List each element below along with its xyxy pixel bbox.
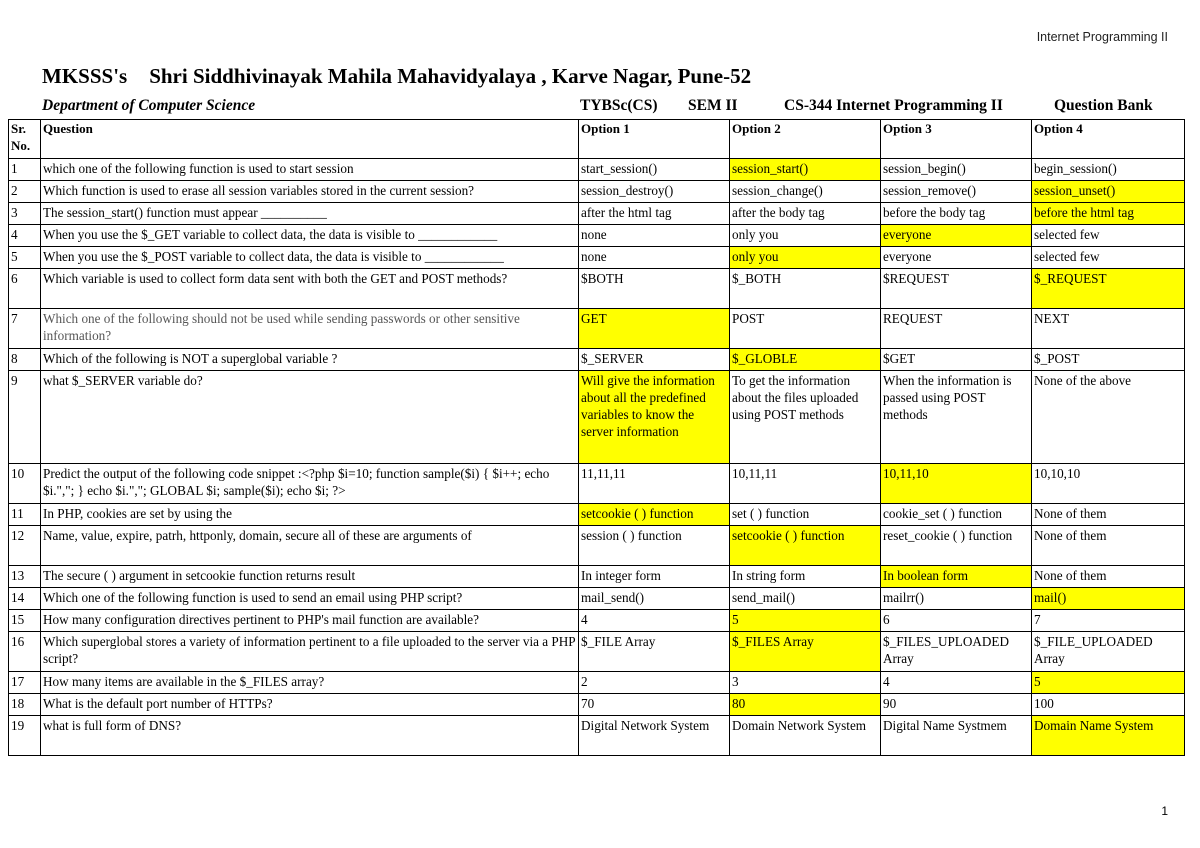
option-3-cell: In boolean form bbox=[881, 566, 1032, 588]
option-3-cell: everyone bbox=[881, 247, 1032, 269]
option-1-cell: $_FILE Array bbox=[579, 632, 730, 672]
option-1-cell: 4 bbox=[579, 610, 730, 632]
option-4-cell: 7 bbox=[1032, 610, 1185, 632]
option-3-cell: session_begin() bbox=[881, 159, 1032, 181]
question-cell: Which superglobal stores a variety of information pertinent to a file uploaded to the server via a PHP script? bbox=[41, 632, 579, 672]
sr-no-cell: 5 bbox=[9, 247, 41, 269]
option-4-cell: 5 bbox=[1032, 672, 1185, 694]
question-cell: what is full form of DNS? bbox=[41, 716, 579, 756]
college-name: Shri Siddhivinayak Mahila Mahavidyalaya , Karve Nagar, Pune-52 bbox=[149, 64, 752, 88]
table-row bbox=[9, 566, 1185, 588]
option-2-cell: $_GLOBLE bbox=[730, 349, 881, 371]
option-2-cell: 5 bbox=[730, 610, 881, 632]
sr-no-cell: 7 bbox=[9, 309, 41, 349]
option-2-cell: set ( ) function bbox=[730, 504, 881, 526]
option-1-cell: $BOTH bbox=[579, 269, 730, 309]
option-3-cell: before the body tag bbox=[881, 203, 1032, 225]
option-1-cell: 11,11,11 bbox=[579, 464, 730, 504]
option-4-cell: None of them bbox=[1032, 526, 1185, 566]
sr-no-cell: 12 bbox=[9, 526, 41, 566]
option-2-cell: 3 bbox=[730, 672, 881, 694]
question-cell: which one of the following function is used to start session bbox=[41, 159, 579, 181]
doc-type-label: Question Bank bbox=[1054, 97, 1153, 114]
page-number: 1 bbox=[1161, 804, 1168, 818]
table-row bbox=[9, 203, 1185, 225]
option-2-cell: Domain Network System bbox=[730, 716, 881, 756]
option-2-cell: To get the information about the files uploaded using POST methods bbox=[730, 371, 881, 464]
option-2-cell: session_change() bbox=[730, 181, 881, 203]
option-4-cell: selected few bbox=[1032, 247, 1185, 269]
table-row bbox=[9, 159, 1185, 181]
option-2-cell: setcookie ( ) function bbox=[730, 526, 881, 566]
option-1-cell: Will give the information about all the predefined variables to know the server information bbox=[579, 371, 730, 464]
option-3-cell: $GET bbox=[881, 349, 1032, 371]
sr-no-cell: 19 bbox=[9, 716, 41, 756]
option-1-cell: session ( ) function bbox=[579, 526, 730, 566]
option-2-cell: only you bbox=[730, 247, 881, 269]
option-1-cell: In integer form bbox=[579, 566, 730, 588]
sr-no-cell: 18 bbox=[9, 694, 41, 716]
option-4-cell: None of them bbox=[1032, 504, 1185, 526]
table-row bbox=[9, 610, 1185, 632]
option-2-cell: only you bbox=[730, 225, 881, 247]
question-cell: How many configuration directives pertinent to PHP's mail function are available? bbox=[41, 610, 579, 632]
option-4-cell: Domain Name System bbox=[1032, 716, 1185, 756]
sr-no-cell: 9 bbox=[9, 371, 41, 464]
option-4-cell: begin_session() bbox=[1032, 159, 1185, 181]
option-2-cell: 10,11,11 bbox=[730, 464, 881, 504]
option-2-cell: after the body tag bbox=[730, 203, 881, 225]
option-1-cell: mail_send() bbox=[579, 588, 730, 610]
header-option-2: Option 2 bbox=[730, 120, 881, 159]
option-1-cell: $_SERVER bbox=[579, 349, 730, 371]
sr-no-cell: 3 bbox=[9, 203, 41, 225]
sr-no-cell: 16 bbox=[9, 632, 41, 672]
table-row bbox=[9, 371, 1185, 464]
option-1-cell: session_destroy() bbox=[579, 181, 730, 203]
option-3-cell: When the information is passed using POST methods bbox=[881, 371, 1032, 464]
option-4-cell: session_unset() bbox=[1032, 181, 1185, 203]
question-cell: Which function is used to erase all session variables stored in the current session? bbox=[41, 181, 579, 203]
table-row bbox=[9, 694, 1185, 716]
option-1-cell: none bbox=[579, 225, 730, 247]
option-1-cell: after the html tag bbox=[579, 203, 730, 225]
option-3-cell: mailrr() bbox=[881, 588, 1032, 610]
option-3-cell: reset_cookie ( ) function bbox=[881, 526, 1032, 566]
question-cell: Predict the output of the following code snippet :<?php $i=10; function sample($i) { $i++; echo $i.","; } echo $i.","; GLOBAL $i; sample($i); echo $i; ?> bbox=[41, 464, 579, 504]
sr-no-cell: 8 bbox=[9, 349, 41, 371]
option-2-cell: In string form bbox=[730, 566, 881, 588]
option-3-cell: 10,11,10 bbox=[881, 464, 1032, 504]
header-option-1: Option 1 bbox=[579, 120, 730, 159]
option-4-cell: $_FILE_UPLOADED Array bbox=[1032, 632, 1185, 672]
table-row bbox=[9, 269, 1185, 309]
option-3-cell: 90 bbox=[881, 694, 1032, 716]
table-row bbox=[9, 181, 1185, 203]
question-cell: The session_start() function must appear __________ bbox=[41, 203, 579, 225]
option-1-cell: 2 bbox=[579, 672, 730, 694]
college-title bbox=[42, 64, 751, 89]
option-4-cell: $_REQUEST bbox=[1032, 269, 1185, 309]
option-1-cell: Digital Network System bbox=[579, 716, 730, 756]
question-cell: When you use the $_POST variable to collect data, the data is visible to ____________ bbox=[41, 247, 579, 269]
table-row bbox=[9, 464, 1185, 504]
option-2-cell: 80 bbox=[730, 694, 881, 716]
option-1-cell: GET bbox=[579, 309, 730, 349]
option-4-cell: selected few bbox=[1032, 225, 1185, 247]
option-4-cell: mail() bbox=[1032, 588, 1185, 610]
question-cell: How many items are available in the $_FILES array? bbox=[41, 672, 579, 694]
option-4-cell: 10,10,10 bbox=[1032, 464, 1185, 504]
question-cell: Which one of the following function is used to send an email using PHP script? bbox=[41, 588, 579, 610]
header-option-4: Option 4 bbox=[1032, 120, 1185, 159]
question-cell: what $_SERVER variable do? bbox=[41, 371, 579, 464]
option-1-cell: setcookie ( ) function bbox=[579, 504, 730, 526]
course-label: CS-344 Internet Programming II bbox=[784, 97, 1003, 114]
subheader bbox=[42, 97, 1160, 119]
sr-no-cell: 11 bbox=[9, 504, 41, 526]
option-3-cell: $REQUEST bbox=[881, 269, 1032, 309]
option-4-cell: 100 bbox=[1032, 694, 1185, 716]
option-4-cell: None of the above bbox=[1032, 371, 1185, 464]
option-3-cell: session_remove() bbox=[881, 181, 1032, 203]
question-cell: The secure ( ) argument in setcookie function returns result bbox=[41, 566, 579, 588]
option-4-cell: None of them bbox=[1032, 566, 1185, 588]
table-row bbox=[9, 716, 1185, 756]
option-3-cell: 4 bbox=[881, 672, 1032, 694]
page-header: Internet Programming II bbox=[1036, 30, 1168, 44]
department-label: Department of Computer Science bbox=[42, 97, 256, 114]
table-header-row bbox=[9, 120, 1185, 159]
question-rows bbox=[9, 159, 1185, 756]
header-sr-no: Sr. No. bbox=[9, 120, 41, 159]
table-row bbox=[9, 309, 1185, 349]
option-3-cell: everyone bbox=[881, 225, 1032, 247]
option-3-cell: $_FILES_UPLOADED Array bbox=[881, 632, 1032, 672]
question-cell: Which of the following is NOT a superglobal variable ? bbox=[41, 349, 579, 371]
sr-no-cell: 4 bbox=[9, 225, 41, 247]
table-row bbox=[9, 225, 1185, 247]
question-bank-table bbox=[8, 119, 1185, 756]
sr-no-cell: 2 bbox=[9, 181, 41, 203]
option-4-cell: before the html tag bbox=[1032, 203, 1185, 225]
org-name: MKSSS's bbox=[42, 64, 128, 88]
option-4-cell: $_POST bbox=[1032, 349, 1185, 371]
option-1-cell: 70 bbox=[579, 694, 730, 716]
table-row bbox=[9, 672, 1185, 694]
sr-no-cell: 17 bbox=[9, 672, 41, 694]
table-row bbox=[9, 526, 1185, 566]
semester-label: SEM II bbox=[688, 97, 738, 114]
option-3-cell: cookie_set ( ) function bbox=[881, 504, 1032, 526]
option-2-cell: $_FILES Array bbox=[730, 632, 881, 672]
sr-no-cell: 15 bbox=[9, 610, 41, 632]
table-row bbox=[9, 632, 1185, 672]
question-cell: When you use the $_GET variable to collect data, the data is visible to ____________ bbox=[41, 225, 579, 247]
header-option-3: Option 3 bbox=[881, 120, 1032, 159]
table-row bbox=[9, 247, 1185, 269]
sr-no-cell: 6 bbox=[9, 269, 41, 309]
question-cell: Which variable is used to collect form data sent with both the GET and POST methods? bbox=[41, 269, 579, 309]
table-row bbox=[9, 349, 1185, 371]
sr-no-cell: 1 bbox=[9, 159, 41, 181]
option-2-cell: POST bbox=[730, 309, 881, 349]
sr-no-cell: 14 bbox=[9, 588, 41, 610]
option-3-cell: 6 bbox=[881, 610, 1032, 632]
table-row bbox=[9, 588, 1185, 610]
option-1-cell: start_session() bbox=[579, 159, 730, 181]
table-row bbox=[9, 504, 1185, 526]
sr-no-cell: 13 bbox=[9, 566, 41, 588]
option-1-cell: none bbox=[579, 247, 730, 269]
option-2-cell: $_BOTH bbox=[730, 269, 881, 309]
question-cell: What is the default port number of HTTPs? bbox=[41, 694, 579, 716]
header-question: Question bbox=[41, 120, 579, 159]
option-3-cell: Digital Name Systmem bbox=[881, 716, 1032, 756]
option-2-cell: send_mail() bbox=[730, 588, 881, 610]
question-cell: In PHP, cookies are set by using the bbox=[41, 504, 579, 526]
option-3-cell: REQUEST bbox=[881, 309, 1032, 349]
option-4-cell: NEXT bbox=[1032, 309, 1185, 349]
sr-no-cell: 10 bbox=[9, 464, 41, 504]
question-cell: Name, value, expire, patrh, httponly, domain, secure all of these are arguments of bbox=[41, 526, 579, 566]
class-label: TYBSc(CS) bbox=[580, 97, 658, 114]
option-2-cell: session_start() bbox=[730, 159, 881, 181]
question-cell: Which one of the following should not be used while sending passwords or other sensitive information? bbox=[41, 309, 579, 349]
